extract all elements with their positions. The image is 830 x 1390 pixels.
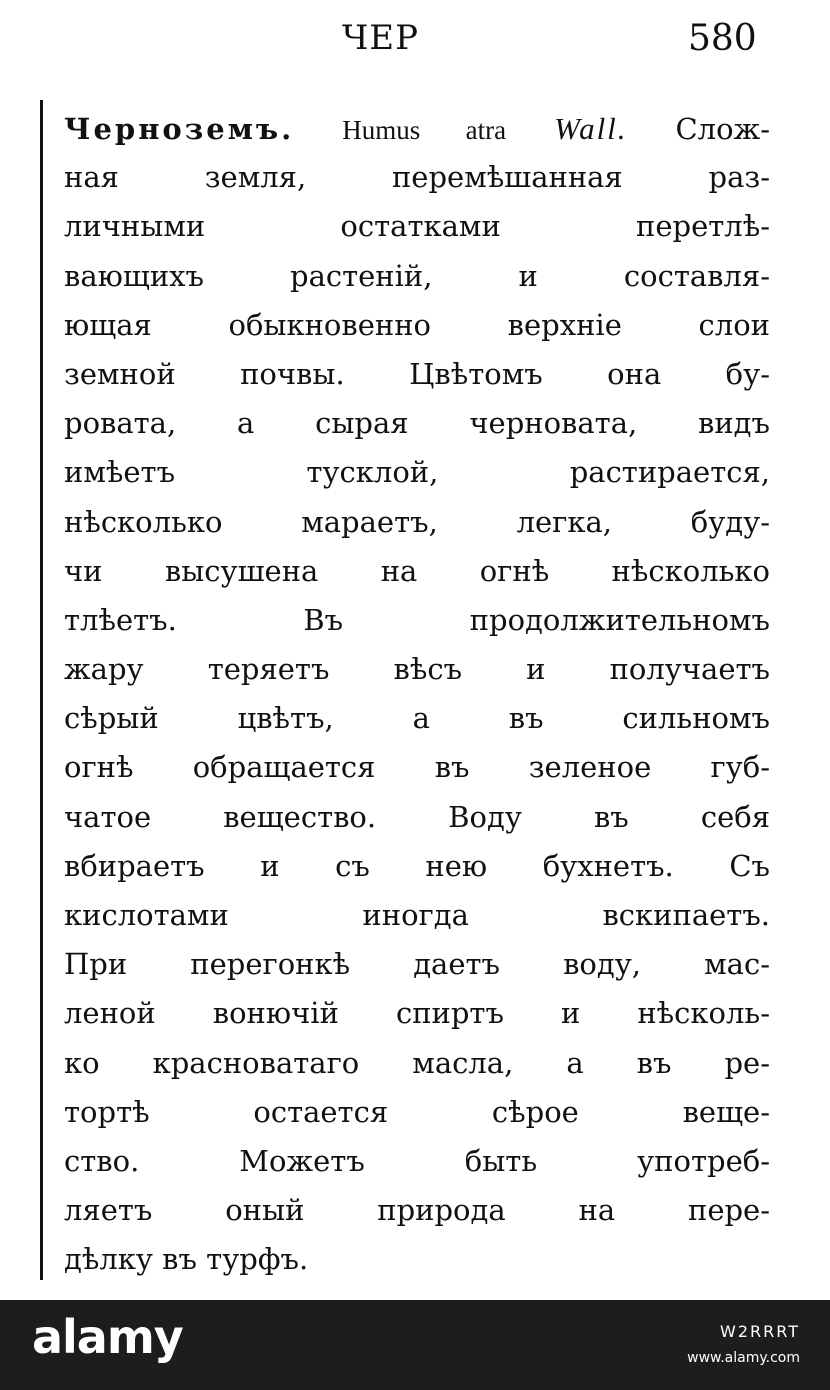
- entry-line: вбираетъ и съ нею бухнетъ. Съ: [64, 848, 770, 883]
- running-head: [0, 18, 830, 68]
- author-abbreviation: Wall.: [554, 111, 628, 146]
- entry-line: тлѣетъ. Въ продолжительномъ: [64, 602, 770, 637]
- alamy-logo[interactable]: alamy: [32, 1310, 183, 1364]
- site-url[interactable]: www.alamy.com: [687, 1350, 800, 1366]
- entry-headword: Черноземъ.: [64, 112, 295, 146]
- entry-line: ляетъ оный природа на пере-: [64, 1193, 770, 1228]
- running-head-word: ЧЕР: [342, 18, 419, 58]
- entry-line: земной почвы. Цвѣтомъ она бу-: [64, 356, 770, 391]
- entry-text-fragment: Слож-: [675, 112, 770, 146]
- entry-line: кислотами иногда вскипаетъ.: [64, 898, 770, 932]
- entry-line: чатое вещество. Воду въ себя: [64, 799, 770, 834]
- entry-line: огнѣ обращается въ зеленое губ-: [64, 750, 770, 785]
- entry-line: имѣетъ тусклой, растирается,: [64, 455, 770, 490]
- entry-line: чи высушена на огнѣ нѣсколько: [64, 553, 770, 588]
- entry-line: леной вонючій спиртъ и нѣсколь-: [64, 996, 770, 1031]
- entry-line: жару теряетъ вѣсъ и получаетъ: [64, 652, 770, 687]
- entry-line: При перегонкѣ даетъ воду, мас-: [64, 947, 770, 982]
- entry-line: ющая обыкновенно верхніе слои: [64, 307, 770, 342]
- entry-line: ная земля, перемѣшанная раз-: [64, 160, 770, 195]
- entry-line: сѣрый цвѣтъ, а въ сильномъ: [64, 701, 770, 736]
- margin-rule: [40, 100, 43, 1280]
- image-id: W2RRRT: [720, 1322, 800, 1341]
- latin-name: Humus atra: [342, 115, 507, 145]
- entry-line: нѣсколько мараетъ, легка, буду-: [64, 504, 770, 539]
- entry-line: ко красноватаго масла, а въ ре-: [64, 1045, 770, 1080]
- entry-line: ровата, а сырая черновата, видъ: [64, 406, 770, 441]
- entry-line: ство. Можетъ быть употреб-: [64, 1143, 770, 1178]
- page-number: 580: [688, 18, 757, 59]
- entry-line: личными остатками перетлѣ-: [64, 209, 770, 244]
- entry-line: [64, 104, 770, 153]
- entry-line: дѣлку въ турфъ.: [64, 1242, 309, 1277]
- watermark-footer: [0, 1300, 830, 1390]
- entry-line: тортѣ остается сѣрое веще-: [64, 1094, 770, 1129]
- dictionary-entry: [64, 104, 770, 1285]
- entry-line: вающихъ растеній, и составля-: [64, 258, 770, 293]
